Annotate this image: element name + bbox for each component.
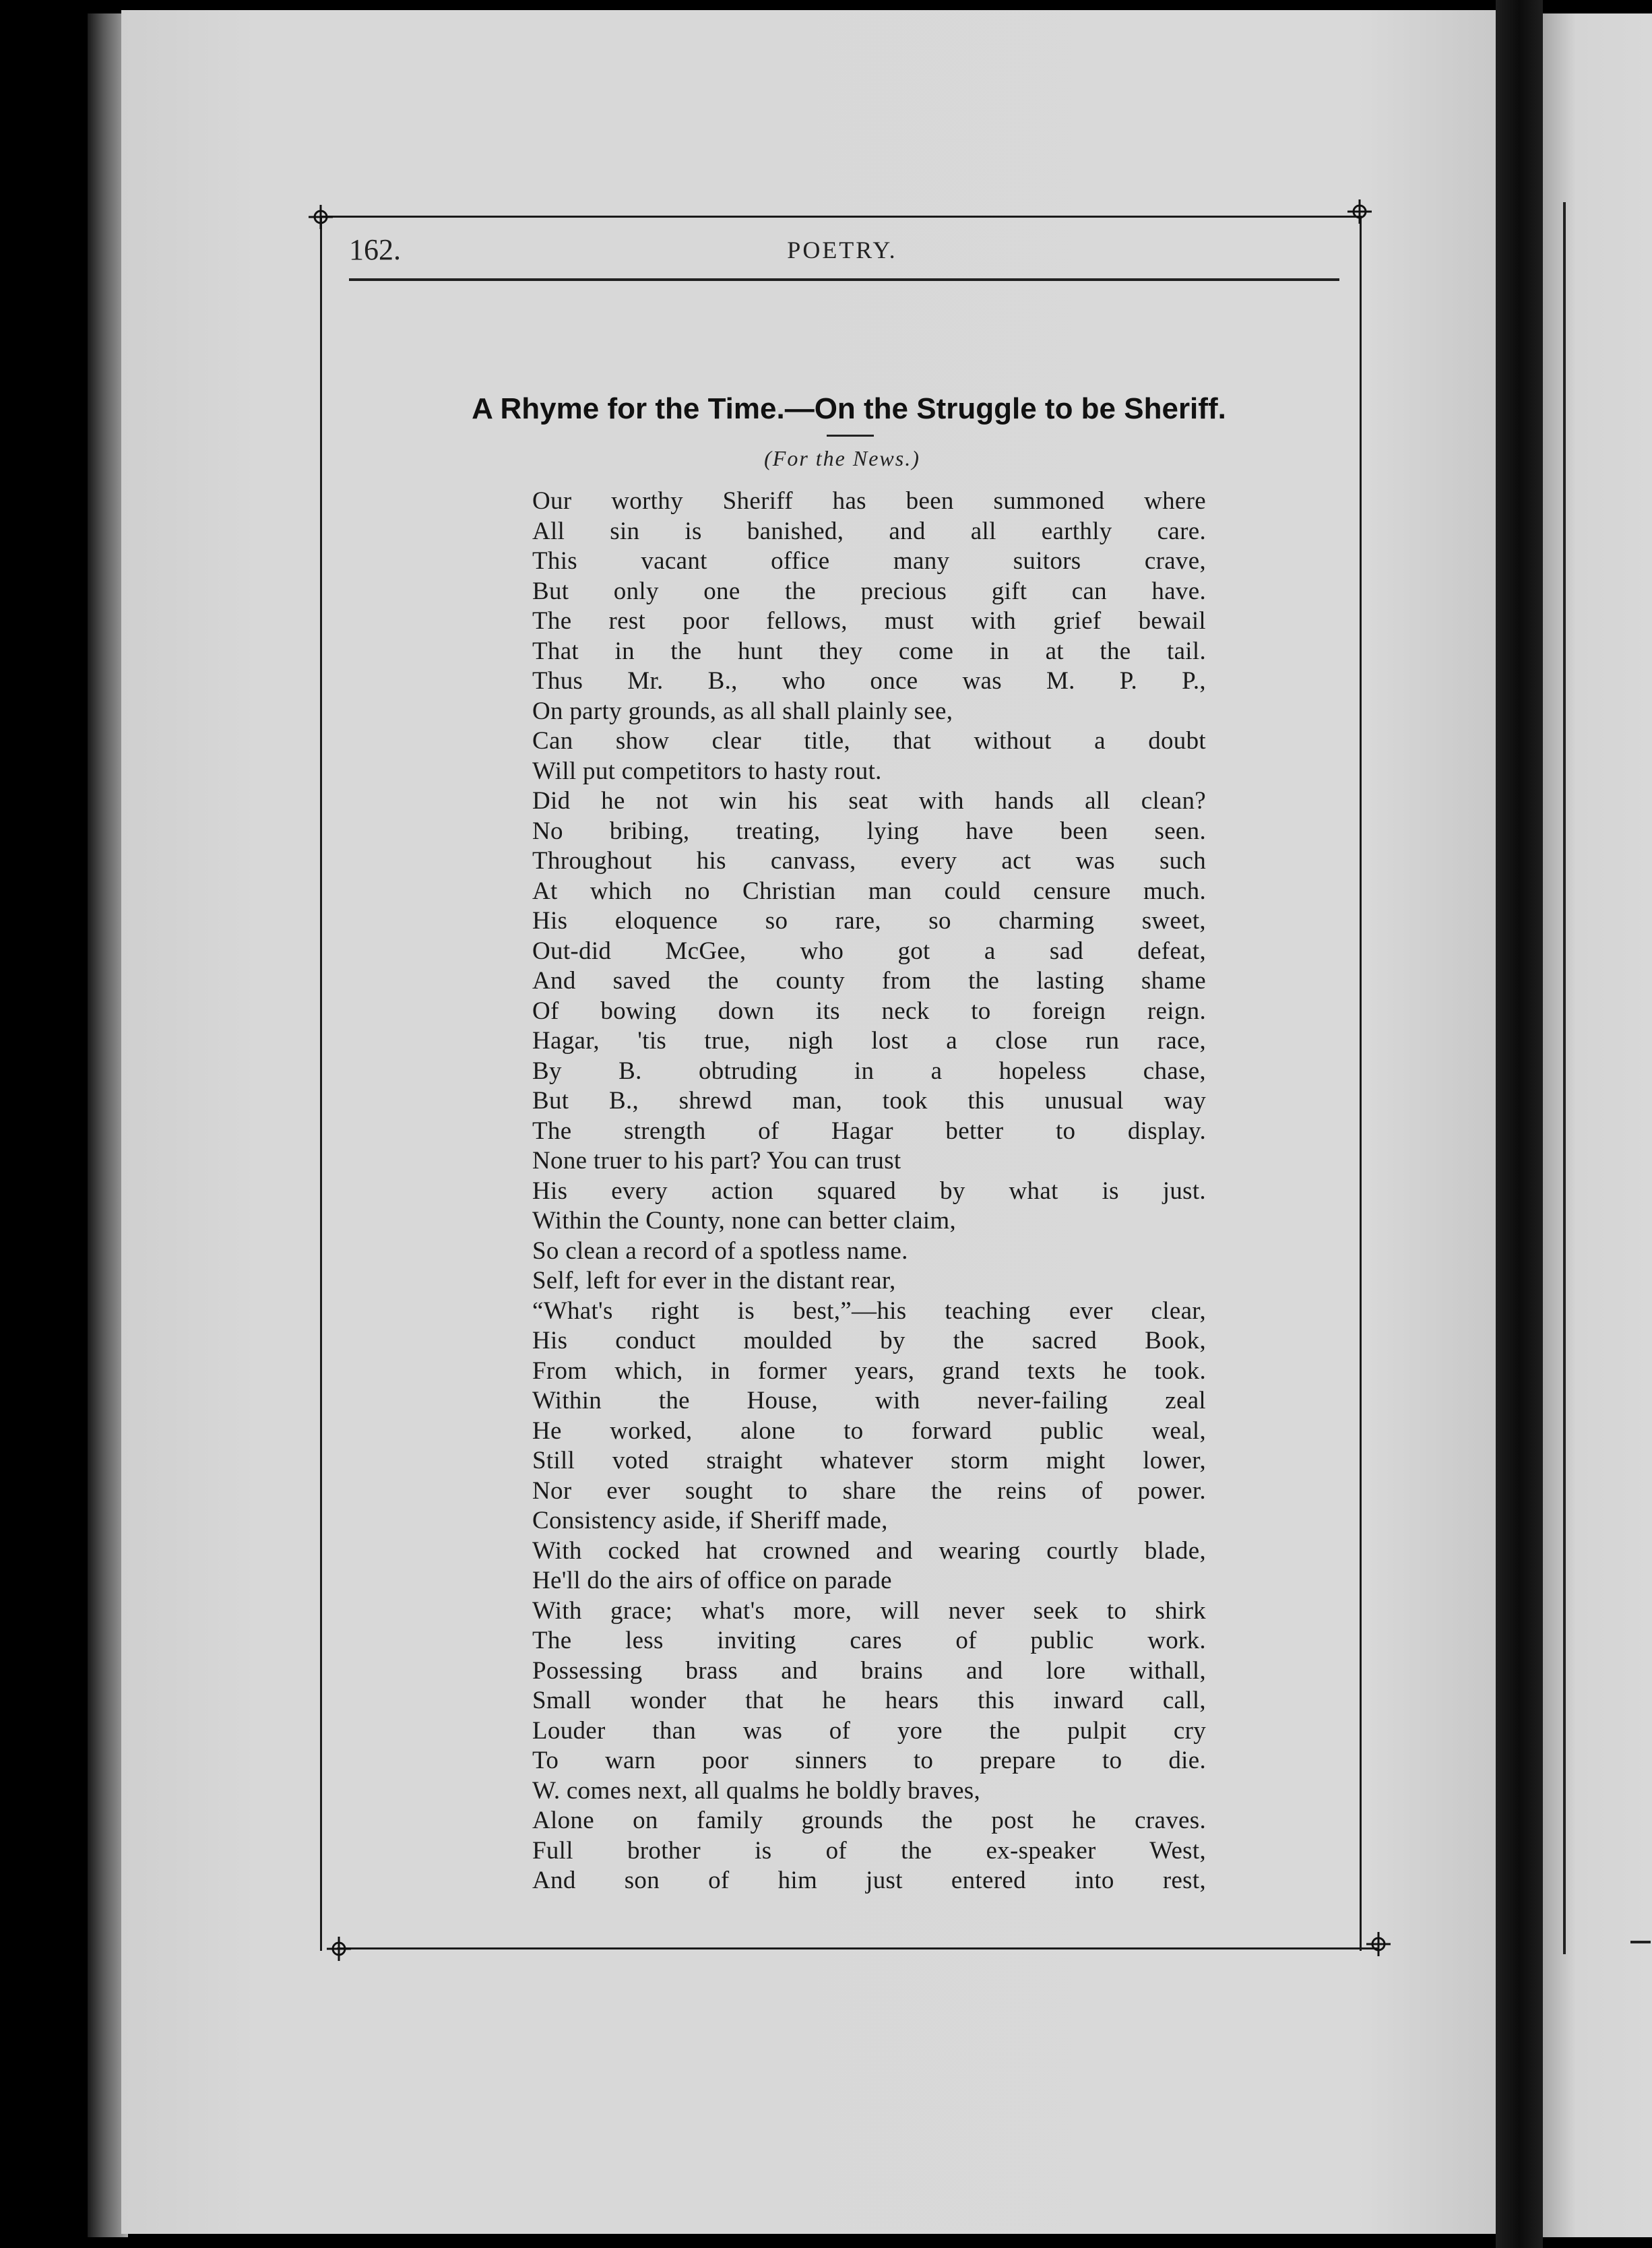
poem-line: And saved the county from the lasting shame [532,967,1206,995]
poem-byline: (For the News.) [764,446,920,470]
frame-top-border [320,216,1361,218]
poem-line: The less inviting cares of public work. [532,1627,1206,1654]
poem-line: But only one the precious gift can have. [532,577,1206,605]
poem-line: Full brother is of the ex-speaker West, [532,1836,1206,1865]
poem-line: Our worthy Sheriff has been summoned where [532,487,1206,515]
next-page-ornament [1630,1941,1651,1943]
poem-line: The strength of Hagar better to display. [532,1117,1206,1145]
frame-right-border [1360,216,1362,1951]
poem-line: All sin is banished, and all earthly care. [532,517,1206,545]
poem-line: At which no Christian man could censure much. [532,877,1206,905]
next-page-frame [1563,202,1566,1954]
poem-line: Still voted straight whatever storm might lower, [532,1447,1206,1474]
header-rule [349,278,1339,281]
poem-line: He worked, alone to forward public weal, [532,1416,1206,1445]
poem-line: His every action squared by what is just. [532,1177,1206,1205]
poem-line: Small wonder that he hears this inward call, [532,1687,1206,1714]
poem-line: He'll do the airs of office on parade [532,1567,892,1594]
poem-line: And son of him just entered into rest, [532,1867,1206,1894]
poem-line: From which, in former years, grand texts he took. [532,1356,1206,1385]
poem-line: With cocked hat crowned and wearing courtly blade, [532,1536,1206,1565]
poem-line: Did he not win his seat with hands all clean? [532,787,1206,815]
corner-ornament-icon [307,204,334,230]
running-head: POETRY. [787,237,897,263]
poem-line: Thus Mr. B., who once was M. P. P., [532,667,1206,695]
corner-ornament-icon [1365,1931,1392,1958]
poem-line: His eloquence so rare, so charming sweet, [532,907,1206,935]
poem-line: Within the House, with never-failing zeal [532,1387,1206,1414]
poem-line: None truer to his part? You can trust [532,1147,901,1175]
poem-line: With grace; what's more, will never seek to shirk [532,1596,1206,1625]
frame-bottom-border [337,1947,1378,1949]
poem-line: So clean a record of a spotless name. [532,1237,908,1265]
poem-line: That in the hunt they come in at the tail. [532,637,1206,665]
poem-body [532,487,1206,1896]
poem-line: Can show clear title, that without a doubt [532,727,1206,755]
poem-line: Alone on family grounds the post he craves. [532,1807,1206,1834]
corner-ornament-icon [325,1935,352,1962]
poem-line: Consistency aside, if Sheriff made, [532,1507,888,1534]
poem-line: By B. obtruding in a hopeless chase, [532,1057,1206,1085]
poem-line: This vacant office many suitors crave, [532,547,1206,575]
frame-left-border [320,216,322,1951]
poem-line: Out-did McGee, who got a sad defeat, [532,937,1206,965]
next-page-edge [1543,13,1652,2237]
title-rule [827,435,874,437]
poem-line: Throughout his canvass, every act was such [532,847,1206,875]
poem-line: Louder than was of yore the pulpit cry [532,1716,1206,1745]
poem-line: Self, left for ever in the distant rear, [532,1267,896,1294]
poem-line: Nor ever sought to share the reins of power. [532,1476,1206,1505]
poem-line: But B., shrewd man, took this unusual way [532,1087,1206,1115]
poem-line: Possessing brass and brains and lore withall, [532,1656,1206,1685]
poem-title: A Rhyme for the Time.—On the Struggle to be Sheriff. [472,392,1226,425]
poem-line: Within the County, none can better claim, [532,1207,957,1235]
poem-line: W. comes next, all qualms he boldly braves, [532,1776,981,1805]
poem-line: The rest poor fellows, must with grief bewail [532,607,1206,635]
poem-line: No bribing, treating, lying have been seen. [532,817,1206,845]
poem-line: On party grounds, as all shall plainly see, [532,697,953,725]
gutter [1496,0,1543,2248]
poem-line: To warn poor sinners to prepare to die. [532,1747,1206,1774]
poem-line: Will put competitors to hasty rout. [532,757,882,785]
poem-line: Hagar, 'tis true, nigh lost a close run race, [532,1027,1206,1055]
corner-ornament-icon [1346,198,1373,225]
poem-line: “What's right is best,”—his teaching ever clear, [532,1297,1206,1325]
page-number: 162. [349,233,401,266]
poem-line: Of bowing down its neck to foreign reign. [532,997,1206,1025]
poem-line: His conduct moulded by the sacred Book, [532,1327,1206,1354]
